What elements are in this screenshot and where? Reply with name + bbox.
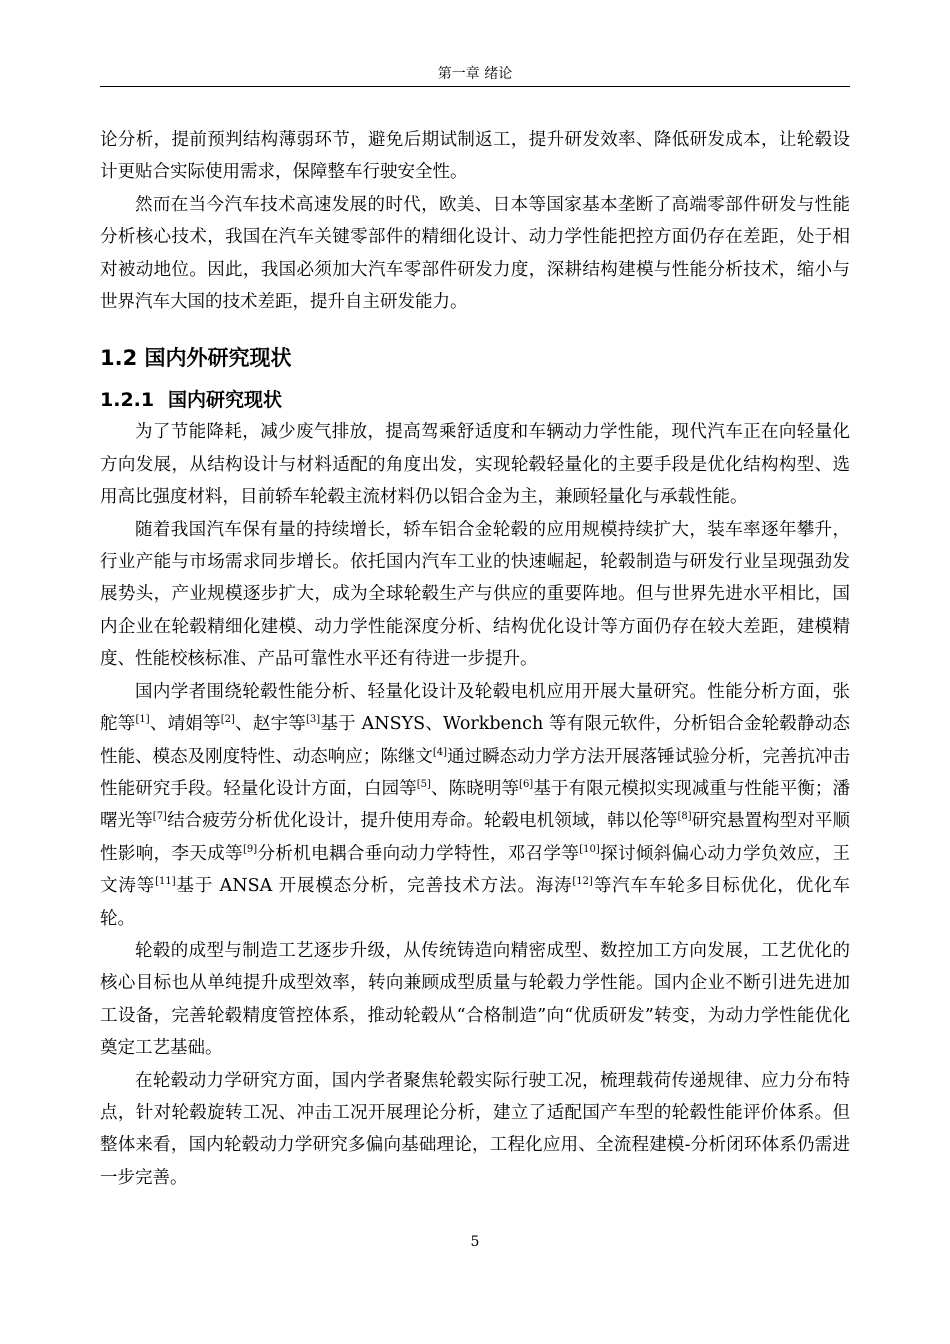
text-segment: 分析机电耦合垂向动力学特性，邓召学等 (257, 843, 580, 864)
text-segment: 基于有限元模拟实现减重与性能平衡；潘曙光等 (100, 778, 850, 832)
subsection-title: 国内研究现状 (168, 389, 283, 412)
paragraph: 为了节能降耗，减少废气排放，提高驾乘舒适度和车辆动力学性能，现代汽车正在向轻量化方向发展，从结构设计与材料适配的角度出发，实现轮毂轻量化的主要手段是优化结构构型、选用高比强度材料，目前轿车轮毂主流材料仍以铝合金为主，兼顾轻量化与承载性能。 (100, 422, 850, 508)
text-segment: 探讨倾斜偏心动力学负效应，王文涛等 (100, 843, 851, 897)
page-body (100, 124, 850, 1194)
paragraph: 在轮毂动力学研究方面，国内学者聚焦轮毂实际行驶工况，梳理载荷传递规律、应力分布特点，针对轮毂旋转工况、冲击工况开展理论分析，建立了适配国产车型的轮毂性能评价体系。但整体来看，国内轮毂动力学研究多偏向基础理论，工程化应用、全流程建模-分析闭环体系仍需进一步完善。 (100, 1070, 850, 1188)
citation: [11] (155, 876, 176, 888)
text-segment: 、赵宇等 (234, 714, 307, 735)
text-segment: 结合疲劳分析优化设计，提升使用寿命。轮毂电机领域，韩以伦等 (166, 811, 678, 832)
literature-paragraph (100, 676, 850, 935)
paragraph: 论分析，提前预判结构薄弱环节，避免后期试制返工，提升研发效率、降低研发成本，让轮毂设计更贴合实际使用需求，保障整车行驶安全性。 (100, 130, 850, 183)
citation: [7] (152, 811, 167, 823)
citation: [4] (432, 746, 448, 758)
section-heading: 1.2 国内外研究现状 (100, 346, 292, 371)
paragraph: 轮毂的成型与制造工艺逐步升级，从传统铸造向精密成型、数控加工方向发展，工艺优化的核心目标也从单纯提升成型效率，转向兼顾成型质量与轮毂力学性能。国内企业不断引进先进加工设备，完善轮毂精度管控体系，推动轮毂从“合格制造”向“优质研发”转变，为动力学性能优化奠定工艺基础。 (100, 940, 850, 1059)
citation: [1] (135, 714, 150, 726)
text-segment: 基于 ANSA 开展模态分析，完善技术方法。海涛 (175, 876, 573, 897)
text-segment: 通过瞬态动力学方法开展落锤试验分析，完善抗冲击性能研究手段。轻量化设计方面，白园等 (100, 746, 850, 799)
text-segment: 国内学者围绕轮毂性能分析、轻量化设计及轮毂电机应用开展大量研究。性能分析方面，张舵等 (100, 681, 850, 735)
citation: [3] (306, 714, 321, 726)
paragraph: 然而在当今汽车技术高速发展的时代，欧美、日本等国家基本垄断了高端零部件研发与性能分析核心技术，我国在汽车关键零部件的精细化设计、动力学性能把控方面仍存在差距，处于相对被动地位。因此，我国必须加大汽车零部件研发力度，深耕结构建模与性能分析技术，缩小与世界汽车大国的技术差距，提升自主研发能力。 (100, 194, 850, 313)
citation: [8] (677, 811, 692, 823)
subsection-heading (100, 384, 850, 416)
paragraph: 随着我国汽车保有量的持续增长，轿车铝合金轮毂的应用规模持续扩大，装车率逐年攀升，行业产能与市场需求同步增长。依托国内汽车工业的快速崛起，轮毂制造与研发行业呈现强劲发展势头，产业规模逐步扩大，成为全球轮毂生产与供应的重要阵地。但与世界先进水平相比，国内企业在轮毂精细化建模、动力学性能深度分析、结构优化设计等方面仍存在较大差距，建模精度、性能校核标准、产品可靠性水平还有待进一步提升。 (100, 519, 850, 670)
running-header: 第一章 绪论 (437, 66, 513, 82)
text-segment: 、陈晓明等 (430, 778, 520, 799)
text-segment: 基于 ANSYS、Workbench 等有限元软件，分析铝合金轮毂静动态性能、模态及刚度特性、动态响应；陈继文 (100, 714, 851, 767)
text-segment: 、靖娟等 (149, 714, 221, 735)
citation: [6] (519, 779, 534, 791)
text-segment: 等汽车车轮多目标优化，优化车轮。 (100, 876, 851, 929)
citation: [2] (220, 714, 235, 726)
citation: [10] (579, 843, 600, 855)
page-number: 5 (470, 1234, 480, 1250)
text-segment: 研究悬置构型对平顺性影响，李天成等 (100, 811, 850, 864)
citation: [12] (572, 876, 593, 888)
citation: [5] (416, 779, 431, 791)
header-rule (100, 86, 850, 87)
subsection-number: 1.2.1 (100, 389, 155, 412)
citation: [9] (242, 843, 258, 855)
